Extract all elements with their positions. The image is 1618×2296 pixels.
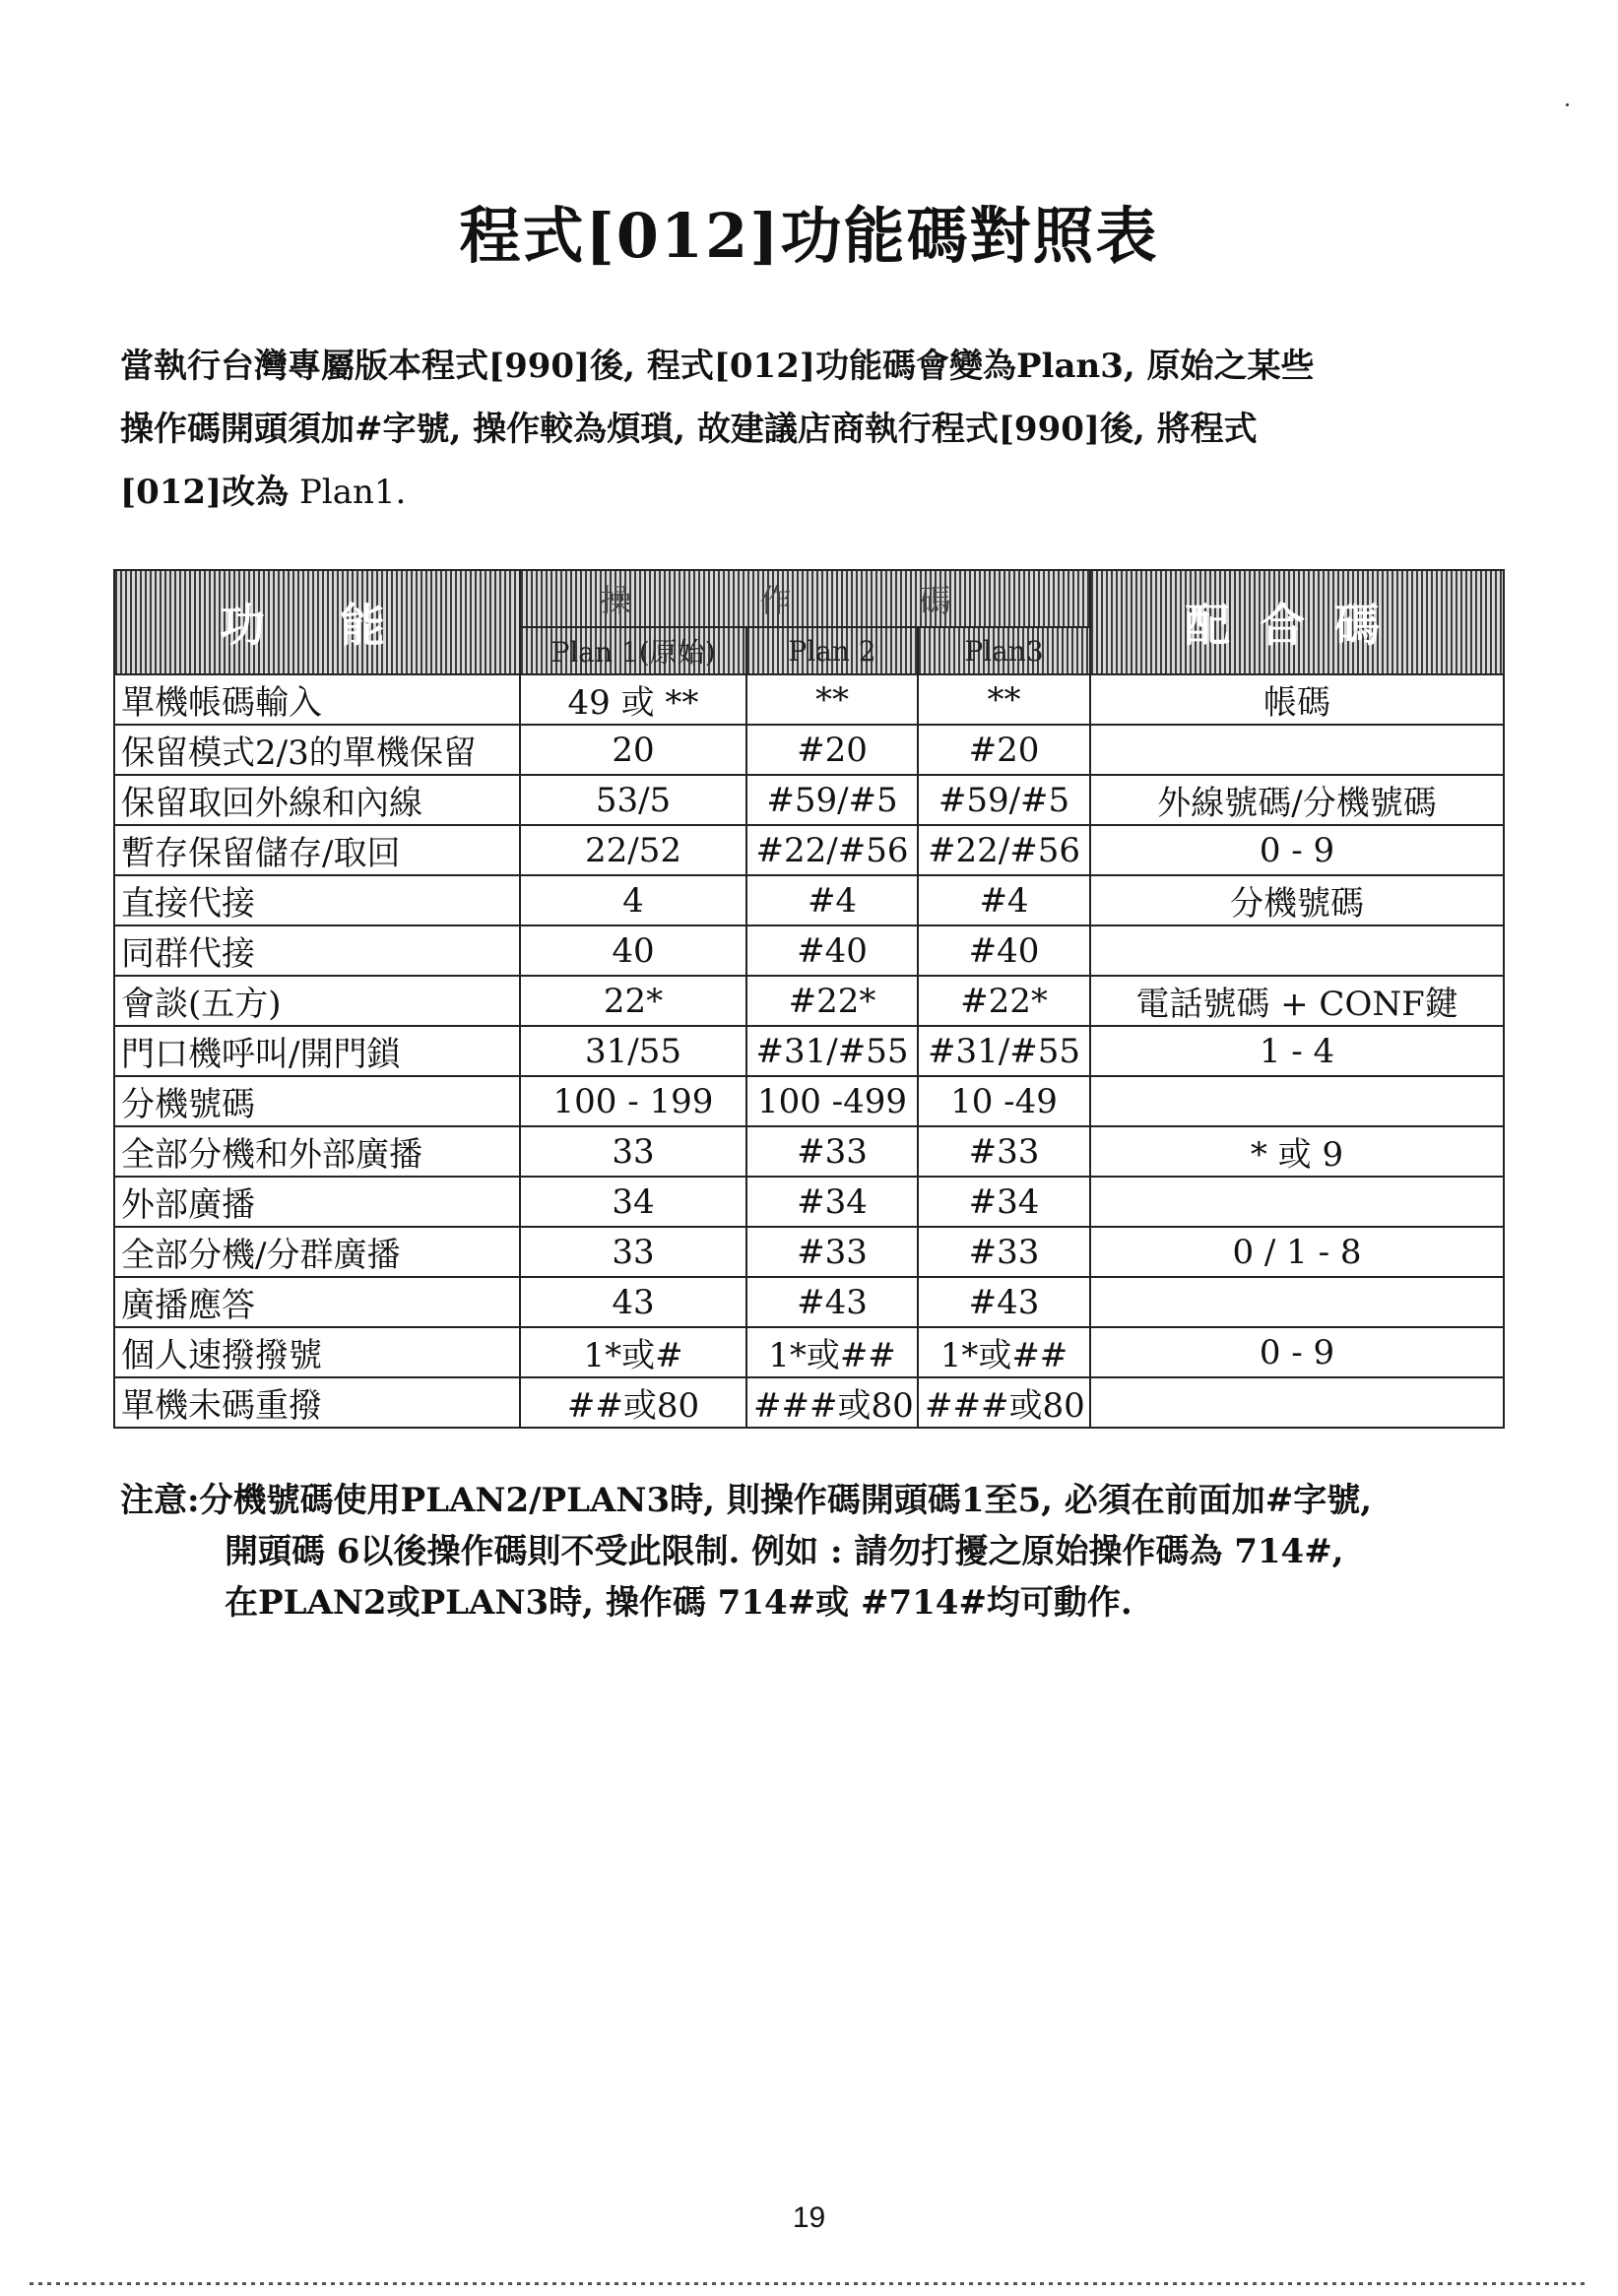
table-row <box>114 875 1504 925</box>
plan2-cell: #22* <box>746 976 918 1026</box>
companion-code-cell: 0 - 9 <box>1090 825 1504 875</box>
plan1-cell: 22* <box>520 976 746 1026</box>
table-row <box>114 1076 1504 1126</box>
intro-line-3-plan: Plan1. <box>289 473 407 512</box>
function-cell: 同群代接 <box>114 925 520 976</box>
function-cell: 單機帳碼輸入 <box>114 674 520 725</box>
plan3-cell: #33 <box>918 1227 1090 1277</box>
table-row <box>114 1277 1504 1327</box>
table-row <box>114 925 1504 976</box>
plan2-cell: 100 -499 <box>746 1076 918 1126</box>
scan-speck <box>1566 103 1569 106</box>
plan2-cell: #20 <box>746 725 918 775</box>
function-cell: 分機號碼 <box>114 1076 520 1126</box>
plan2-cell: ** <box>746 674 918 725</box>
function-cell: 單機未碼重撥 <box>114 1377 520 1428</box>
plan1-cell: 33 <box>520 1126 746 1177</box>
companion-code-cell: 分機號碼 <box>1090 875 1504 925</box>
plan1-cell: 31/55 <box>520 1026 746 1076</box>
companion-code-cell <box>1090 1277 1504 1327</box>
header-function: 功 能 <box>114 570 520 674</box>
companion-code-cell <box>1090 725 1504 775</box>
companion-code-cell: 帳碼 <box>1090 674 1504 725</box>
scan-edge-line <box>30 2282 1586 2285</box>
plan3-cell: 1*或## <box>918 1327 1090 1377</box>
companion-code-cell: 1 - 4 <box>1090 1026 1504 1076</box>
plan3-cell: #22/#56 <box>918 825 1090 875</box>
companion-code-cell: 0 - 9 <box>1090 1327 1504 1377</box>
intro-line-1: 當執行台灣專屬版本程式[990]後, 程式[012]功能碼會變為Plan3, 原始之某些 <box>120 347 1315 386</box>
plan2-cell: #33 <box>746 1126 918 1177</box>
companion-code-cell <box>1090 1076 1504 1126</box>
table-row <box>114 1026 1504 1076</box>
plan1-cell: 49 或 ** <box>520 674 746 725</box>
note-paragraph <box>120 1475 1519 1628</box>
plan3-cell: #59/#5 <box>918 775 1090 825</box>
header-plan2: Plan 2 <box>746 627 918 674</box>
plan2-cell: #43 <box>746 1277 918 1327</box>
intro-line-2: 操作碼開頭須加#字號, 操作較為煩瑣, 故建議店商執行程式[990]後, 將程式 <box>120 410 1258 449</box>
companion-code-cell: * 或 9 <box>1090 1126 1504 1177</box>
plan1-cell: 22/52 <box>520 825 746 875</box>
function-cell: 直接代接 <box>114 875 520 925</box>
plan2-cell: #59/#5 <box>746 775 918 825</box>
table-row <box>114 725 1504 775</box>
plan1-cell: 43 <box>520 1277 746 1327</box>
table-row <box>114 1177 1504 1227</box>
plan1-cell: 4 <box>520 875 746 925</box>
table-header-row-top <box>114 570 1504 627</box>
plan1-cell: 34 <box>520 1177 746 1227</box>
function-cell: 全部分機/分群廣播 <box>114 1227 520 1277</box>
plan1-cell: 1*或# <box>520 1327 746 1377</box>
plan3-cell: ###或80 <box>918 1377 1090 1428</box>
function-code-table <box>113 569 1505 1429</box>
note-line-3: 在PLAN2或PLAN3時, 操作碼 714#或 #714#均可動作. <box>225 1583 1133 1623</box>
header-plan1: Plan 1(原始) <box>520 627 746 674</box>
note-line-2: 開頭碼 6以後操作碼則不受此限制. 例如 : 請勿打擾之原始操作碼為 714#, <box>225 1532 1344 1571</box>
plan2-cell: #31/#55 <box>746 1026 918 1076</box>
page-title: 程式[012]功能碼對照表 <box>459 200 1159 272</box>
plan3-cell: #40 <box>918 925 1090 976</box>
header-plan3: Plan3 <box>918 627 1090 674</box>
plan2-cell: #33 <box>746 1227 918 1277</box>
plan2-cell: #4 <box>746 875 918 925</box>
table-row <box>114 825 1504 875</box>
plan3-cell: ** <box>918 674 1090 725</box>
table-row <box>114 1227 1504 1277</box>
companion-code-cell <box>1090 1377 1504 1428</box>
plan3-cell: #4 <box>918 875 1090 925</box>
function-cell: 廣播應答 <box>114 1277 520 1327</box>
header-companion-code: 配合碼 <box>1090 570 1504 674</box>
table-row <box>114 1327 1504 1377</box>
companion-code-cell <box>1090 1177 1504 1227</box>
companion-code-cell: 0 / 1 - 8 <box>1090 1227 1504 1277</box>
plan3-cell: #43 <box>918 1277 1090 1327</box>
function-cell: 門口機呼叫/開門鎖 <box>114 1026 520 1076</box>
plan2-cell: #34 <box>746 1177 918 1227</box>
table-row <box>114 775 1504 825</box>
plan3-cell: #22* <box>918 976 1090 1026</box>
plan1-cell: 100 - 199 <box>520 1076 746 1126</box>
function-cell: 保留模式2/3的單機保留 <box>114 725 520 775</box>
companion-code-cell <box>1090 925 1504 976</box>
intro-paragraph <box>120 335 1499 524</box>
plan3-cell: 10 -49 <box>918 1076 1090 1126</box>
function-cell: 暫存保留儲存/取回 <box>114 825 520 875</box>
plan1-cell: ##或80 <box>520 1377 746 1428</box>
plan2-cell: 1*或## <box>746 1327 918 1377</box>
plan3-cell: #34 <box>918 1177 1090 1227</box>
intro-line-3 <box>120 461 1499 524</box>
note-line-1: 注意:分機號碼使用PLAN2/PLAN3時, 則操作碼開頭碼1至5, 必須在前面加#字號, <box>120 1481 1373 1520</box>
function-cell: 全部分機和外部廣播 <box>114 1126 520 1177</box>
table-row <box>114 1126 1504 1177</box>
plan2-cell: ###或80 <box>746 1377 918 1428</box>
function-cell: 外部廣播 <box>114 1177 520 1227</box>
table-body <box>114 674 1504 1428</box>
page-number: 19 <box>792 2201 826 2234</box>
function-cell: 會談(五方) <box>114 976 520 1026</box>
companion-code-cell: 電話號碼 + CONF鍵 <box>1090 976 1504 1026</box>
companion-code-cell: 外線號碼/分機號碼 <box>1090 775 1504 825</box>
plan2-cell: #22/#56 <box>746 825 918 875</box>
plan1-cell: 33 <box>520 1227 746 1277</box>
function-cell: 個人速撥撥號 <box>114 1327 520 1377</box>
plan1-cell: 40 <box>520 925 746 976</box>
plan1-cell: 20 <box>520 725 746 775</box>
plan2-cell: #40 <box>746 925 918 976</box>
intro-line-3-bold: [012]改為 <box>120 473 290 512</box>
function-cell: 保留取回外線和內線 <box>114 775 520 825</box>
plan3-cell: #33 <box>918 1126 1090 1177</box>
plan1-cell: 53/5 <box>520 775 746 825</box>
table-row <box>114 674 1504 725</box>
table-row <box>114 976 1504 1026</box>
plan3-cell: #20 <box>918 725 1090 775</box>
plan3-cell: #31/#55 <box>918 1026 1090 1076</box>
table-row <box>114 1377 1504 1428</box>
header-operation-code: 操 作 碼 <box>520 570 1090 627</box>
